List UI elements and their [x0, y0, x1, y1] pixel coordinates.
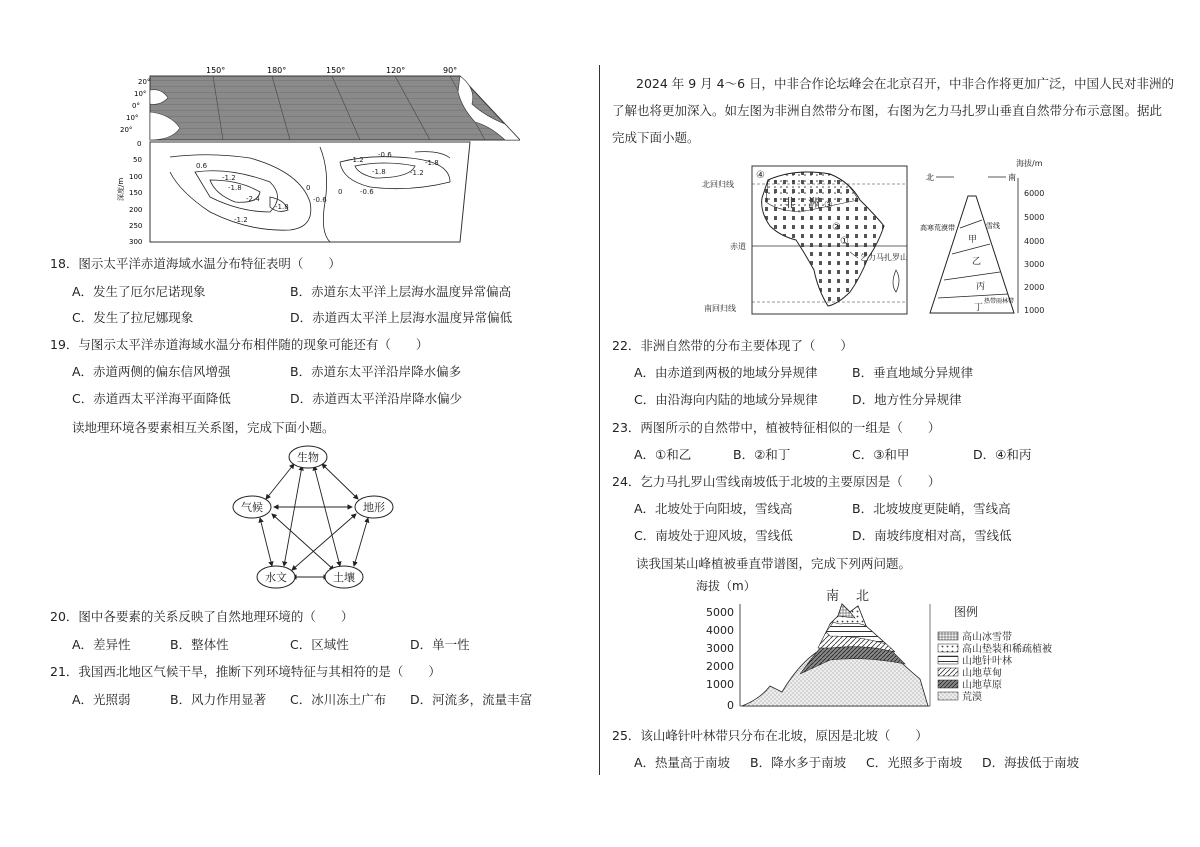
node-landform: 地形 [363, 501, 385, 514]
q23-option-d[interactable]: D．④和丙 [973, 447, 1032, 462]
north-label: 北 [926, 173, 934, 182]
contour-label: 0 [338, 188, 343, 196]
profile-ytick: 5000 [706, 606, 734, 619]
question-24-stem: 24．乞力马扎罗山雪线南坡低于北坡的主要原因是（ ） [612, 474, 941, 489]
profile-ytick: 3000 [706, 642, 734, 655]
q19-option-b[interactable]: B．赤道东太平洋沿岸降水偏多 [290, 364, 462, 379]
legend-title: 图例 [954, 605, 979, 619]
africa-label: 非 洲 [784, 196, 821, 210]
lat-label: 20° [138, 78, 151, 86]
q18-option-a[interactable]: A．发生了厄尔尼诺现象 [72, 284, 206, 299]
lon-label: 120° [386, 66, 406, 75]
contour-label: -1.8 [228, 184, 242, 192]
q19-option-c[interactable]: C．赤道西太平洋海平面降低 [72, 391, 231, 406]
q25-option-d[interactable]: D．海拔低于南坡 [982, 755, 1080, 770]
q18-option-c[interactable]: C．发生了拉尼娜现象 [72, 310, 194, 325]
lat-label: 10° [134, 90, 147, 98]
intro-passage-2: 读地理环境各要素相互关系图，完成下面小题。 [72, 420, 335, 435]
q24-option-c[interactable]: C．南坡处于迎风坡，雪线低 [634, 528, 793, 543]
depth-axis-label: 深度/m [117, 177, 125, 201]
node-hydrology: 水文 [265, 571, 287, 584]
altitude-label: 海拔/m [1016, 159, 1043, 168]
q22-option-d[interactable]: D．地方性分异规律 [852, 392, 962, 407]
q21-option-b[interactable]: B．风力作用显著 [170, 692, 267, 707]
profile-ylabel: 海拔（m） [696, 579, 756, 593]
mountain-vegetation-profile [690, 574, 1080, 714]
zone-bing: 丙 [976, 282, 986, 292]
zone-mark-1: ① [840, 236, 849, 247]
lat-label: 10° [126, 114, 139, 122]
legend-item: 高山垫装和稀疏植被 [962, 644, 1052, 655]
q19-option-a[interactable]: A．赤道两侧的偏东信风增强 [72, 364, 231, 379]
depth-tick: 300 [129, 238, 143, 246]
lon-label: 180° [267, 66, 287, 75]
column-divider [599, 65, 600, 775]
contour-label: -1.2 [234, 216, 248, 224]
q21-option-a[interactable]: A．光照弱 [72, 692, 131, 707]
q19-option-d[interactable]: D．赤道西太平洋沿岸降水偏少 [290, 391, 463, 406]
q21-option-d[interactable]: D．河流多，流量丰富 [410, 692, 533, 707]
q21-option-c[interactable]: C．冰川冻土广布 [290, 692, 387, 707]
question-20-stem: 20．图中各要素的关系反映了自然地理环境的（ ） [50, 609, 354, 624]
alt-tick: 2000 [1024, 283, 1045, 292]
kilimanjaro-vertical-zones [918, 158, 1068, 318]
node-biology: 生物 [297, 451, 319, 464]
legend-item: 山地草原 [962, 680, 1002, 691]
q25-option-a[interactable]: A．热量高于南坡 [634, 755, 731, 770]
depth-tick: 200 [129, 206, 143, 214]
q18-option-b[interactable]: B．赤道东太平洋上层海水温度异常偏高 [290, 284, 512, 299]
elements-relationship-diagram [230, 444, 400, 592]
lon-label: 150° [206, 66, 226, 75]
pacific-temperature-figure [110, 62, 520, 252]
alt-tick: 1000 [1024, 306, 1045, 315]
zone-mark-4: ④ [756, 170, 765, 181]
north-label: 北 [856, 589, 870, 604]
lat-equator: 赤道 [730, 242, 746, 251]
question-18-stem: 18．图示太平洋赤道海域水温分布特征表明（ ） [50, 256, 341, 271]
contour-label: -1.8 [275, 203, 289, 211]
contour-label: -1.2 [410, 169, 424, 177]
q18-option-d[interactable]: D．赤道西太平洋上层海水温度异常偏低 [290, 310, 513, 325]
question-25-stem: 25．该山峰针叶林带只分布在北坡，原因是北坡（ ） [612, 728, 928, 743]
zone-ding: 丁 [974, 303, 984, 313]
legend-item: 高山冰雪带 [962, 632, 1012, 643]
alt-tick: 6000 [1024, 189, 1045, 198]
q20-option-c[interactable]: C．区域性 [290, 637, 349, 652]
profile-ytick: 0 [727, 699, 734, 712]
depth-tick: 150 [129, 189, 143, 197]
lon-label: 150° [326, 66, 346, 75]
contour-label: 0 [306, 184, 311, 192]
contour-label: -1.8 [425, 159, 439, 167]
zone-mark-2: ② [832, 222, 841, 233]
lat-tropic-cancer: 北回归线 [702, 180, 734, 189]
q24-option-b[interactable]: B．北坡坡度更陡峭，雪线高 [852, 501, 1011, 516]
q20-option-d[interactable]: D．单一性 [410, 637, 470, 652]
q24-option-d[interactable]: D．南坡纬度相对高，雪线低 [852, 528, 1012, 543]
legend-item: 山地草甸 [962, 668, 1002, 679]
contour-label: -1.2 [350, 156, 364, 164]
intro-passage-1-line2: 了解也将更加深入。如左图为非洲自然带分布图，右图为乞力马扎罗山垂直自然带分布示意图。据此 [612, 103, 1163, 118]
question-19-stem: 19．与图示太平洋赤道海域水温分布相伴随的现象可能还有（ ） [50, 337, 429, 352]
contour-label: -0.6 [360, 188, 374, 196]
alt-tick: 3000 [1024, 260, 1045, 269]
lat-label: 0° [132, 102, 140, 110]
contour-label: -1.8 [372, 168, 386, 176]
question-23-stem: 23．两图所示的自然带中，植被特征相似的一组是（ ） [612, 420, 941, 435]
q22-option-b[interactable]: B．垂直地域分异规律 [852, 365, 974, 380]
south-label: 南 [1008, 173, 1016, 182]
zone-mark-3: ③ [824, 200, 833, 211]
alt-tick: 4000 [1024, 237, 1045, 246]
lat-label: 20° [120, 126, 133, 134]
contour-label: -0.6 [378, 151, 392, 159]
intro-passage-1-line1: 2024 年 9 月 4～6 日，中非合作论坛峰会在北京召开，中非合作将更加广泛，中国人民对非洲的 [636, 76, 1175, 91]
intro-passage-3: 读我国某山峰植被垂直带谱图，完成下列两问题。 [636, 556, 912, 571]
q23-option-c[interactable]: C．③和甲 [852, 447, 910, 462]
q20-option-a[interactable]: A．差异性 [72, 637, 131, 652]
q20-option-b[interactable]: B．整体性 [170, 637, 229, 652]
q22-option-a[interactable]: A．由赤道到两极的地域分异规律 [634, 365, 818, 380]
contour-label: -0.6 [313, 196, 327, 204]
rainforest-label: 热带雨林带 [984, 298, 1015, 305]
node-soil: 土壤 [333, 571, 355, 584]
depth-tick: 100 [129, 173, 143, 181]
profile-ytick: 1000 [706, 678, 734, 691]
question-22-stem: 22．非洲自然带的分布主要体现了（ ） [612, 338, 853, 353]
contour-label: 0.6 [196, 162, 208, 170]
kilimanjaro-label: 乞力马扎罗山 [860, 253, 908, 262]
alt-tick: 5000 [1024, 213, 1045, 222]
profile-ytick: 2000 [706, 660, 734, 673]
lon-label: 90° [443, 66, 458, 75]
node-climate: 气候 [241, 501, 263, 514]
snowline-label: 雪线 [986, 222, 1000, 230]
contour-label: -1.2 [222, 174, 236, 182]
profile-ytick: 4000 [706, 624, 734, 637]
q25-option-b[interactable]: B．降水多于南坡 [750, 755, 847, 770]
south-label: 南 [826, 589, 840, 604]
depth-tick: 250 [129, 222, 143, 230]
legend-item: 山地针叶林 [962, 656, 1012, 667]
question-21-stem: 21．我国西北地区气候干旱，推断下列环境特征与其相符的是（ ） [50, 664, 441, 679]
contour-label: -2.4 [246, 195, 260, 203]
zone-jia: 甲 [968, 235, 978, 245]
depth-tick: 50 [133, 156, 142, 164]
q23-option-b[interactable]: B．②和丁 [733, 447, 791, 462]
lat-tropic-capricorn: 南回归线 [704, 304, 736, 313]
q25-option-c[interactable]: C．光照多于南坡 [866, 755, 963, 770]
africa-natural-zones-map [700, 160, 910, 318]
q24-option-a[interactable]: A．北坡处于向阳坡，雪线高 [634, 501, 793, 516]
q22-option-c[interactable]: C．由沿海向内陆的地域分异规律 [634, 392, 818, 407]
zone-yi: 乙 [972, 257, 982, 267]
alpine-desert-label: 高寒荒漠带 [920, 224, 955, 232]
intro-passage-1-line3: 完成下面小题。 [612, 130, 700, 145]
depth-section [150, 142, 470, 242]
depth-tick: 0 [137, 140, 142, 148]
q23-option-a[interactable]: A．①和乙 [634, 447, 692, 462]
legend-item: 荒漠 [962, 692, 982, 703]
